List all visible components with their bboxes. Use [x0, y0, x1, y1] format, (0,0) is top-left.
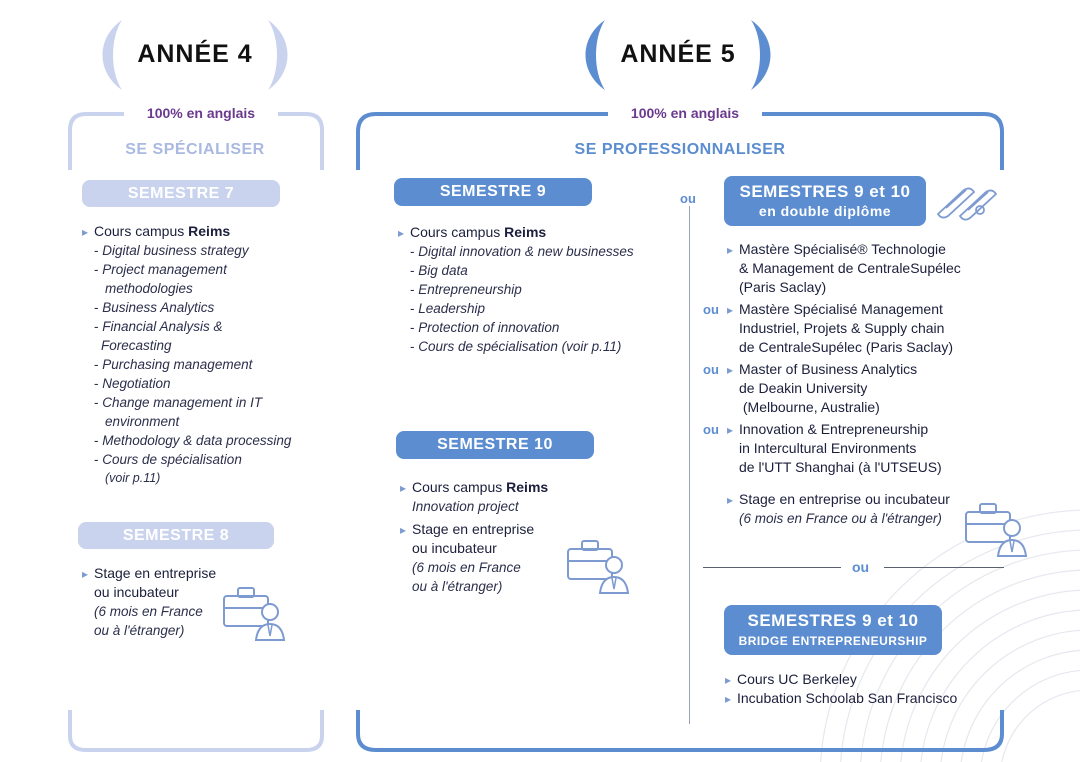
semester8-line1: ▸ Stage en entreprise [94, 564, 234, 583]
ou-prefix: ou [703, 302, 719, 317]
option-line: de CentraleSupélec (Paris Saclay) [739, 339, 953, 355]
semester8-line2: ou incubateur [94, 584, 179, 600]
semester8-pill: SEMESTRE 8 [78, 522, 274, 549]
list-item: environment [105, 414, 180, 429]
list-item: - Business Analytics [94, 300, 215, 315]
list-item: - Cours de spécialisation (voir p.11) [410, 339, 622, 354]
semester10-lead: ▸ Cours campus Reims [412, 478, 572, 497]
briefcase-person-icon [566, 537, 632, 595]
list-item: ▸ Incubation Schoolab San Francisco [737, 689, 1007, 708]
list-item: - Entrepreneurship [410, 282, 522, 297]
double-degree-stage [703, 490, 1003, 528]
list-item: - Big data [410, 263, 468, 278]
double-degree-label: SEMESTRES 9 et 10 [739, 182, 911, 201]
option-line: de l'UTT Shanghai (à l'UTSEUS) [739, 459, 942, 475]
semester8-line4: ou à l'étranger) [94, 623, 185, 638]
bridge-pill [724, 605, 942, 655]
option-item [703, 360, 1003, 420]
divider-right [884, 567, 1004, 568]
semester10-sub: Innovation project [412, 499, 519, 514]
divider-left [703, 567, 841, 568]
option-line: Mastère Spécialisé Management [739, 301, 943, 317]
briefcase-person-icon [222, 584, 288, 642]
option-line: Innovation & Entrepreneurship [739, 421, 929, 437]
list-item: - Negotiation [94, 376, 171, 391]
list-item: methodologies [105, 281, 193, 296]
option-line: & Management de CentraleSupélec [739, 260, 961, 276]
semester10-line2: ou incubateur [412, 540, 497, 556]
list-item: - Change management in IT [94, 395, 263, 410]
semester7-lead: ▸ Cours campus Reims [94, 222, 324, 241]
list-item: - Cours de spécialisation [94, 452, 242, 467]
ou-label: ou [680, 191, 696, 206]
semester10-line4: ou à l'étranger) [412, 579, 503, 594]
stage-line: (6 mois en France ou à l'étranger) [739, 511, 942, 526]
year5-title: ANNÉE 5 [620, 40, 736, 68]
option-line: de Deakin University [739, 380, 868, 396]
semester7-content [94, 222, 324, 488]
stage-line: Stage en entreprise ou incubateur [739, 491, 950, 507]
option-item [703, 420, 1003, 486]
list-item: - Leadership [410, 301, 486, 316]
semester10-content [412, 478, 572, 596]
option-line: Master of Business Analytics [739, 361, 918, 377]
semester9-list [410, 242, 680, 356]
option-line: Mastère Spécialisé® Technologie [739, 241, 946, 257]
list-item: ▸ Cours UC Berkeley [737, 670, 1007, 689]
double-degree-options [703, 240, 1003, 528]
diploma-icon [934, 184, 1004, 222]
semester7-pill: SEMESTRE 7 [82, 180, 280, 207]
list-item: Forecasting [101, 338, 172, 353]
list-item: - Purchasing management [94, 357, 253, 372]
option-line: Industriel, Projets & Supply chain [739, 320, 945, 336]
semester9-content [410, 223, 680, 356]
divider-ou: ou [852, 559, 870, 575]
semester10-pill: SEMESTRE 10 [396, 431, 594, 459]
list-item: - Digital business strategy [94, 243, 249, 258]
ou-prefix: ou [703, 362, 719, 377]
year5-tag: 100% en anglais [608, 105, 762, 121]
year5-section-title: SE PROFESSIONNALISER [574, 141, 786, 158]
option-line: (Paris Saclay) [739, 279, 827, 295]
option-item [703, 300, 1003, 360]
vertical-divider [689, 206, 690, 724]
list-item: - Financial Analysis & [94, 319, 223, 334]
list-item: - Project management [94, 262, 227, 277]
option-line: in Intercultural Environments [739, 440, 917, 456]
semester7-list [94, 241, 324, 488]
option-item [703, 240, 1003, 300]
bridge-label: SEMESTRES 9 et 10 [747, 611, 919, 630]
year4-title: ANNÉE 4 [137, 40, 253, 68]
year4-tag: 100% en anglais [124, 105, 278, 121]
double-degree-pill [724, 176, 926, 226]
ou-prefix: ou [703, 422, 719, 437]
briefcase-person-icon [964, 500, 1030, 558]
semester10-line1: ▸ Stage en entreprise [412, 520, 572, 539]
semester8-line3: (6 mois en France [94, 604, 203, 619]
list-item: - Methodology & data processing [94, 433, 292, 448]
option-line: (Melbourne, Australie) [739, 399, 880, 415]
semester9-pill: SEMESTRE 9 [394, 178, 592, 206]
semester10-line3: (6 mois en France [412, 560, 521, 575]
semester9-lead: ▸ Cours campus Reims [410, 223, 680, 242]
list-item: (voir p.11) [105, 471, 161, 485]
double-degree-sublabel: en double diplôme [758, 203, 892, 219]
list-item: - Digital innovation & new businesses [410, 244, 634, 259]
year4-section-title: SE SPÉCIALISER [125, 141, 265, 158]
bridge-list [737, 670, 1007, 708]
semester8-content [94, 564, 234, 640]
bridge-sublabel: BRIDGE ENTREPRENEURSHIP [738, 634, 928, 648]
list-item: - Protection of innovation [410, 320, 560, 335]
